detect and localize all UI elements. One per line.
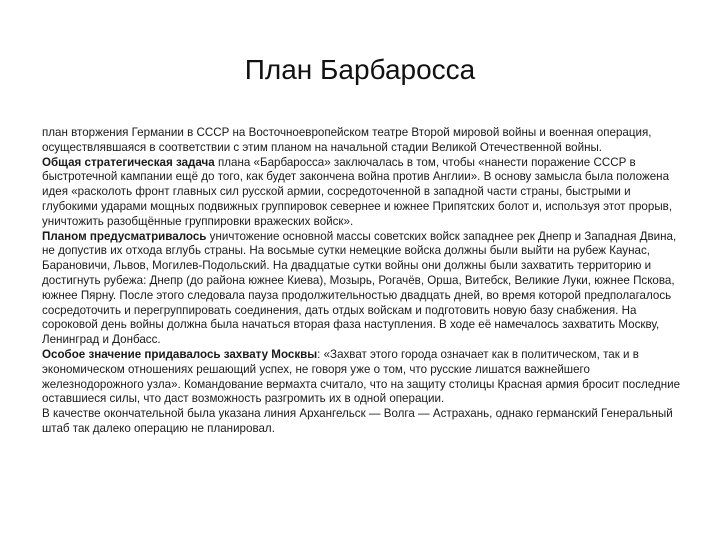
paragraph-text: плана «Барбаросса» заключалась в том, чтобы «нанести поражение СССР в быстротечной кампании ещё до того, как будет закончена война против Англии». В основу замысла была положена идея «расколоть фронт главных сил русской армии, сосредоточенной в западной части страны, быстрыми и глубокими ударами мощных подвижных группировок севернее и южнее Припятских болот и, используя этот прорыв, уничтожить разобщённые группировки вражеских войск». — [42, 155, 673, 228]
paragraph-text: план вторжения Германии в СССР на Восточноевропейском театре Второй мировой войны и военная операция, осуществлявшаяся в соответствии с этим планом на начальной стадии Великой Отечественной войны. — [42, 126, 652, 154]
paragraph-lead: Планом предусматривалось — [42, 229, 207, 243]
slide-title: План Барбаросса — [244, 54, 476, 85]
slide-body — [42, 126, 682, 437]
paragraph-moscow — [42, 348, 682, 407]
paragraph-strategic-goal — [42, 156, 682, 230]
paragraph-text: В качестве окончательной была указана линия Архангельск — Волга — Астрахань, однако германский Генеральный штаб так далеко операцию не планировал. — [42, 407, 673, 435]
paragraph-final-line — [42, 407, 682, 437]
paragraph-text: : «Захват этого города означает как в политическом, так и в экономическом отношениях решающий успех, не говоря уже о том, что русские лишатся важнейшего железнодорожного узла». Командование вермахта считало, что на защиту столицы Красная армия бросит последние оставшиеся силы, что даст возможность разгромить их в одной операции. — [42, 347, 681, 406]
paragraph-text: уничтожение основной массы советских войск западнее рек Днепр и Западная Двина, не допустив их отхода вглубь страны. На восьмые сутки немецкие войска должны были выйти на рубеж Каунас, Барановичи, Львов, Могилев-Подольский. На двадцатые сутки войны они должны были захватить территорию и достигнуть рубежа: Днепр (до района южнее Киева), Мозырь, Рогачёв, Орша, Витебск, Великие Луки, южнее Пскова, южнее Пярну. После этого следовала пауза продолжительностью двадцать дней, во время которой предполагалось сосредоточить и перегруппировать соединения, дать отдых войскам и подготовить новую базу снабжения. На сороковой день войны должна была начаться вторая фаза наступления. В ходе её намечалось захватить Москву, Ленинград и Донбасс. — [42, 229, 677, 347]
paragraph-lead: Общая стратегическая задача — [42, 155, 215, 169]
paragraph-definition — [42, 126, 682, 156]
paragraph-plan — [42, 230, 682, 348]
paragraph-lead: Особое значение придавалось захвату Москвы — [42, 347, 318, 361]
